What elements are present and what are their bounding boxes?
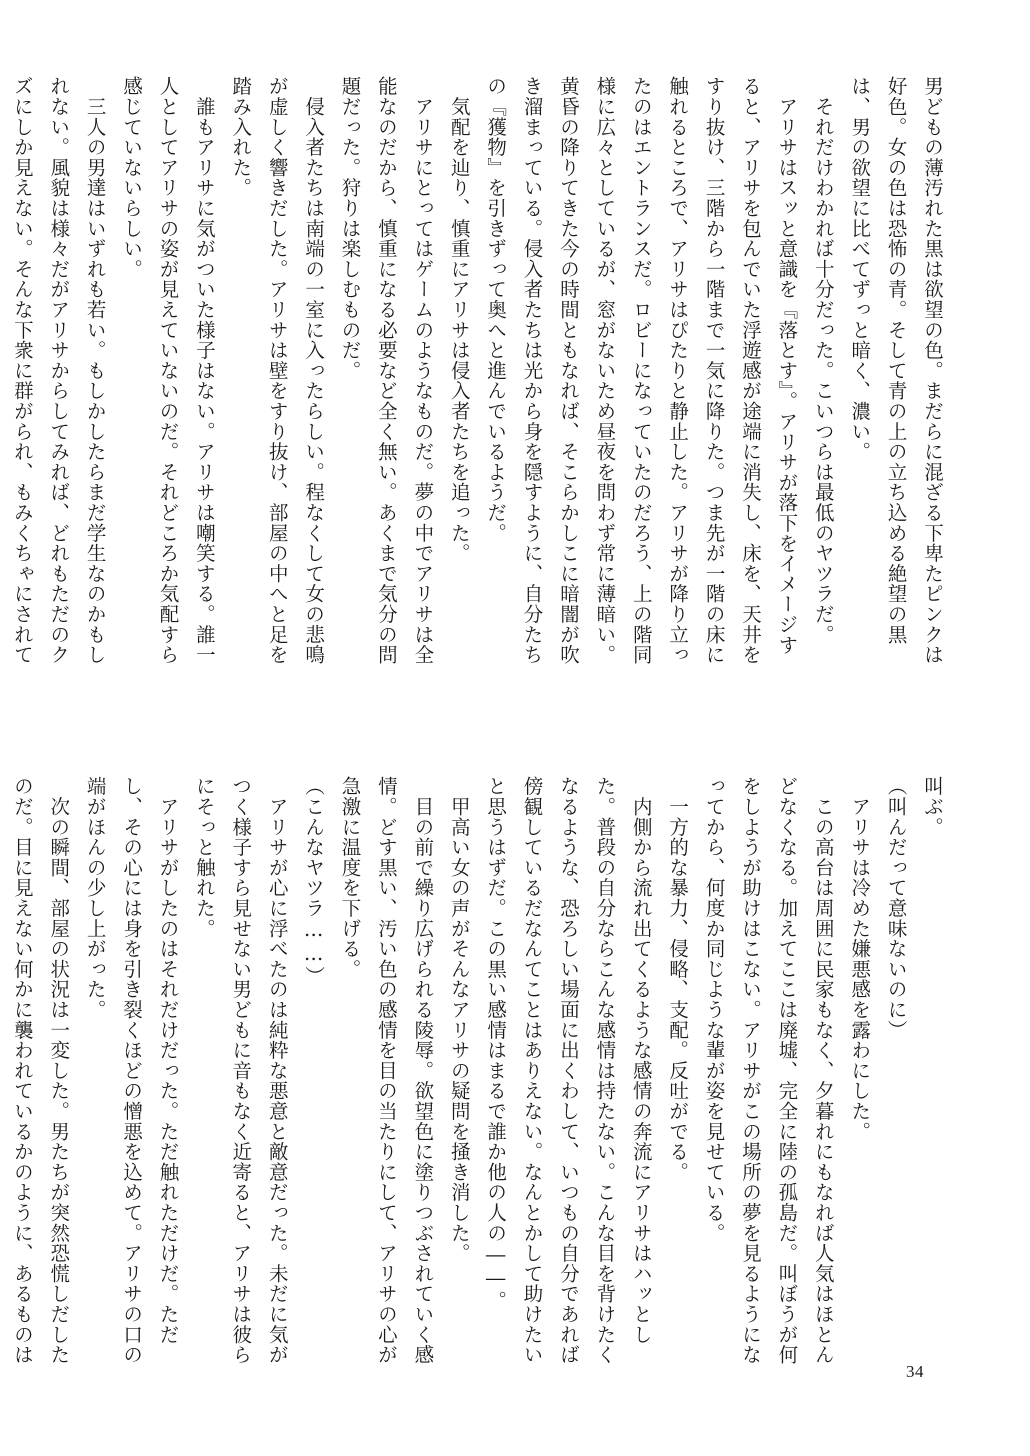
text-line: （叫んだって意味ないのに） bbox=[884, 776, 908, 1040]
text-line: 触れるところで、アリサはぴたりと静止した。アリサが降り立っ bbox=[666, 76, 690, 665]
text-line: 端がほんの少し上がった。 bbox=[83, 776, 107, 1020]
text-line bbox=[0, 76, 3, 691]
text-line: アリサがしたのはそれだけだった。ただ触れただけだ。ただ bbox=[156, 776, 180, 1345]
text-line: それだけわかれば十分だった。こいつらは最低のヤツラだ。 bbox=[811, 76, 835, 645]
text-line: 題だった。狩りは楽しむものだ。 bbox=[338, 76, 362, 381]
text-line: 様に広々としているが、窓がないため昼夜を問わず常に薄暗い。 bbox=[593, 76, 617, 665]
text-line: 情。どす黒い、汚い色の感情を目の当たりにして、アリサの心が bbox=[374, 776, 398, 1365]
text-line: ると、アリサを包んでいた浮遊感が途端に消失し、床を、天井を bbox=[738, 76, 762, 665]
text-line bbox=[0, 776, 3, 1376]
text-line: 甲高い女の声がそんなアリサの疑問を掻き消した。 bbox=[447, 776, 471, 1264]
text-line: 感じていないらしい。 bbox=[120, 76, 144, 279]
text-line: の『獲物』を引きずって奥へと進んでいるようだ。 bbox=[484, 76, 508, 543]
text-line: は、男の欲望に比べてずっと暗く、濃い。 bbox=[848, 76, 872, 462]
text-line: どなくなる。加えてここは廃墟、完全に陸の孤島だ。叫ぼうが何 bbox=[775, 776, 799, 1365]
text-line: 叫ぶ。 bbox=[921, 776, 944, 837]
text-line: し、その心には身を引き裂くほどの憎悪を込めて。アリサの口の bbox=[120, 776, 144, 1365]
text-line: き溜まっている。侵入者たちは光から身を隠すように、自分たち bbox=[520, 76, 544, 665]
text-line: 好色。女の色は恐怖の青。そして青の上の立ち込める絶望の黒 bbox=[884, 76, 908, 645]
text-line: アリサが心に浮べたのは純粋な悪意と敵意だった。未だに気が bbox=[265, 776, 289, 1365]
text-line: 侵入者たちは南端の一室に入ったらしい。程なくして女の悲鳴 bbox=[302, 76, 326, 665]
text-line: 気配を辿り、慎重にアリサは侵入者たちを追った。 bbox=[447, 76, 471, 564]
text-line: 内側から流れ出てくるような感情の奔流にアリサはハッとし bbox=[629, 776, 653, 1345]
text-line: た。普段の自分ならこんな感情は持たない。こんな目を背けたく bbox=[593, 776, 617, 1365]
text-line: 一方的な暴力、侵略、支配。反吐がでる。 bbox=[666, 776, 690, 1182]
text-line: にそっと触れた。 bbox=[192, 776, 216, 939]
text-line: すり抜け、三階から一階まで一気に降りた。つま先が一階の床に bbox=[702, 76, 726, 665]
text-line: つく様子すら見せない男どもに音もなく近寄ると、アリサは彼ら bbox=[229, 776, 253, 1365]
text-line: 踏み入れた。 bbox=[229, 76, 253, 198]
text-line: と思うはずだ。この黒い感情はまるで誰か他の人の――。 bbox=[484, 776, 508, 1311]
text-line: 人としてアリサの姿が見えていないのだ。それどころか気配すら bbox=[156, 76, 180, 665]
text-line: が虚しく響きだした。アリサは壁をすり抜け、部屋の中へと足を bbox=[265, 76, 289, 665]
text-line: たのはエントランスだ。ロビーになっていたのだろう、上の階同 bbox=[629, 76, 653, 665]
text-line: 誰もアリサに気がついた様子はない。アリサは嘲笑する。誰一 bbox=[192, 76, 216, 665]
text-line: なるような、恐ろしい場面に出くわして、いつもの自分であれば bbox=[556, 776, 580, 1365]
text-line: アリサはスッと意識を『落とす』。アリサが落下をイメージす bbox=[775, 76, 799, 655]
text-line: 目の前で繰り広げられる陵辱。欲望色に塗りつぶされていく感 bbox=[411, 776, 435, 1365]
text-block-top bbox=[10, 76, 950, 691]
text-line: アリサは冷めた嫌悪感を露わにした。 bbox=[848, 776, 872, 1142]
page-number: 34 bbox=[906, 1362, 924, 1381]
text-line: れない。風貌は様々だがアリサからしてみれば、どれもただのク bbox=[47, 76, 71, 665]
text-line: 急激に温度を下げる。 bbox=[338, 776, 362, 979]
text-line: 能なのだから、慎重になる必要など全く無い。あくまで気分の問 bbox=[374, 76, 398, 665]
text-line: 三人の男達はいずれも若い。もしかしたらまだ学生なのかもし bbox=[83, 76, 107, 665]
text-line: をしようが助けはこない。アリサがこの場所の夢を見るようにな bbox=[738, 776, 762, 1365]
text-line: 次の瞬間、部屋の状況は一変した。男たちが突然恐慌しだした bbox=[47, 776, 71, 1365]
text-line: この高台は周囲に民家もなく、夕暮れにもなれば人気はほとん bbox=[811, 776, 835, 1365]
text-line: ってから、何度か同じような輩が姿を見せている。 bbox=[702, 776, 726, 1243]
text-line: のだ。目に見えない何かに襲われているかのように、あるものは bbox=[10, 776, 34, 1365]
text-line: アリサにとってはゲームのようなものだ。夢の中でアリサは全 bbox=[411, 76, 435, 665]
text-line: （こんなヤツラ……） bbox=[302, 776, 326, 986]
text-line: 黄昏の降りてきた今の時間ともなれば、そこらかしこに暗闇が吹 bbox=[556, 76, 580, 665]
text-line: ズにしか見えない。そんな下衆に群がられ、もみくちゃにされて bbox=[10, 76, 34, 665]
text-line: 男どもの薄汚れた黒は欲望の色。まだらに混ざる下卑たピンクは bbox=[921, 76, 944, 665]
text-block-bottom bbox=[10, 776, 950, 1376]
text-line: 傍観しているだなんてことはありえない。なんとかして助けたい bbox=[520, 776, 544, 1365]
